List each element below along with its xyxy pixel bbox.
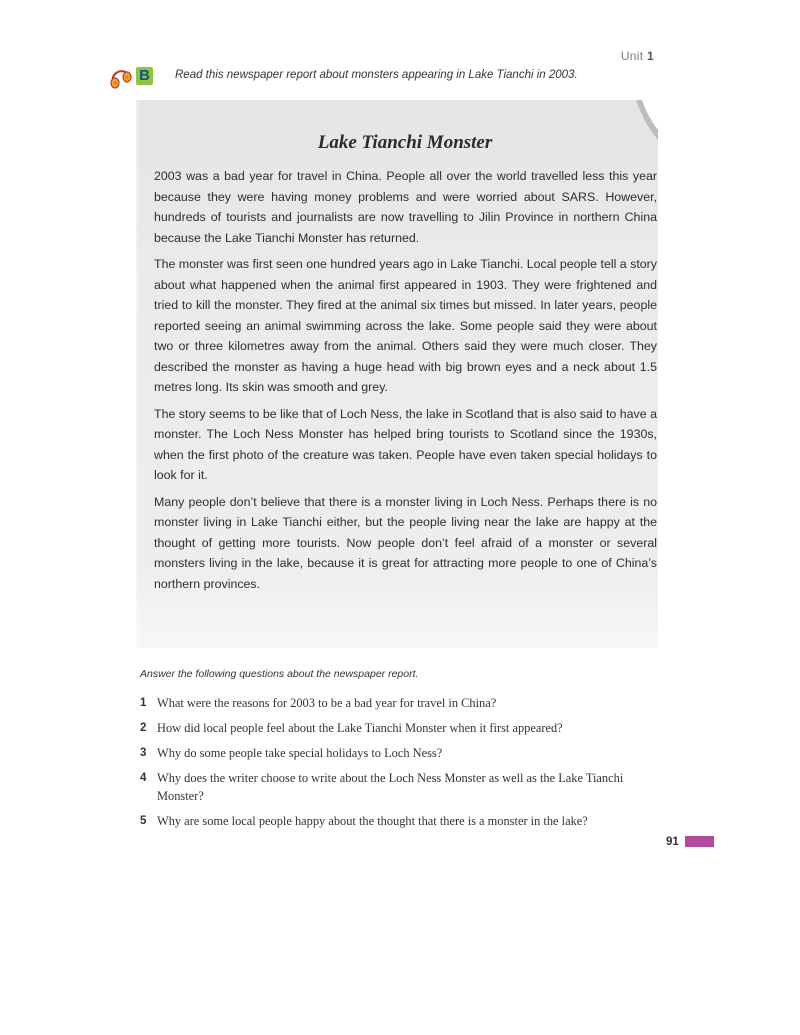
question-item [140,744,660,762]
section-instruction: Read this newspaper report about monsters appearing in Lake Tianchi in 2003. [175,69,578,81]
article-paragraph: The monster was first seen one hundred years ago in Lake Tianchi. Local people tell a story about what happened when the animal first appeared in 1903. They were frightened and tried to kill the monster. They fired at the animal six times but missed. In later years, people reported seeing an animal swimming across the lake. Some people said they were about two or three kilometres away from the animal. Others said they were much closer. They described the monster as having a huge head with big brown eyes and a neck about 1.5 metres long. Its skin was smooth and grey. [154,257,657,394]
question-number: 3 [140,747,147,759]
section-badge: B [136,67,153,85]
unit-number: 1 [647,49,654,63]
article-paragraph: 2003 was a bad year for travel in China. People all over the world travelled less this year because they were having money problems and were worried about SARS. However, hundreds of tourists and journalists are now travelling to Jilin Province in northern China because the Lake Tianchi Monster has returned. [154,169,657,245]
page-number: 91 [666,836,679,848]
question-text: Why are some local people happy about the thought that there is a monster in the lake? [157,814,588,828]
question-item [140,812,660,830]
unit-label [621,49,654,63]
question-text: Why do some people take special holidays to Loch Ness? [157,746,443,760]
unit-word: Unit [620,49,644,63]
article-title: Lake Tianchi Monster [317,132,493,153]
article-body [154,166,657,600]
headphones-icon[interactable] [108,66,134,90]
question-text: What were the reasons for 2003 to be a bad year for travel in China? [157,696,497,710]
question-number: 5 [140,815,147,827]
questions-intro: Answer the following questions about the newspaper report. [140,668,419,680]
article-paragraph: Many people don’t believe that there is a monster living in Loch Ness. Perhaps there is no monster living in Lake Tianchi either, but the people living near the lake are happy at the thought of getting more tourists. Now people don’t feel afraid of a monster or several monsters living in the lake, because it is great for attracting more people to one of China’s northern provinces. [154,494,657,591]
question-number: 4 [140,772,147,784]
question-text: How did local people feel about the Lake Tianchi Monster when it first appeared? [157,721,563,735]
section-header [108,66,688,90]
article-paragraph: The story seems to be like that of Loch Ness, the lake in Scotland that is also said to have a monster. The Loch Ness Monster has helped bring tourists to Scotland since the 1930s, when the first photo of the creature was taken. People have even taken special holidays to look for it. [154,406,657,482]
question-text: Why does the writer choose to write about the Loch Ness Monster as well as the Lake Tianchi Monster? [157,771,624,803]
question-item [140,769,660,805]
questions-list [140,694,660,837]
question-number: 1 [140,697,147,709]
question-item [140,719,660,737]
question-item [140,694,660,712]
question-number: 2 [140,722,147,734]
page-accent-bar [685,836,714,847]
